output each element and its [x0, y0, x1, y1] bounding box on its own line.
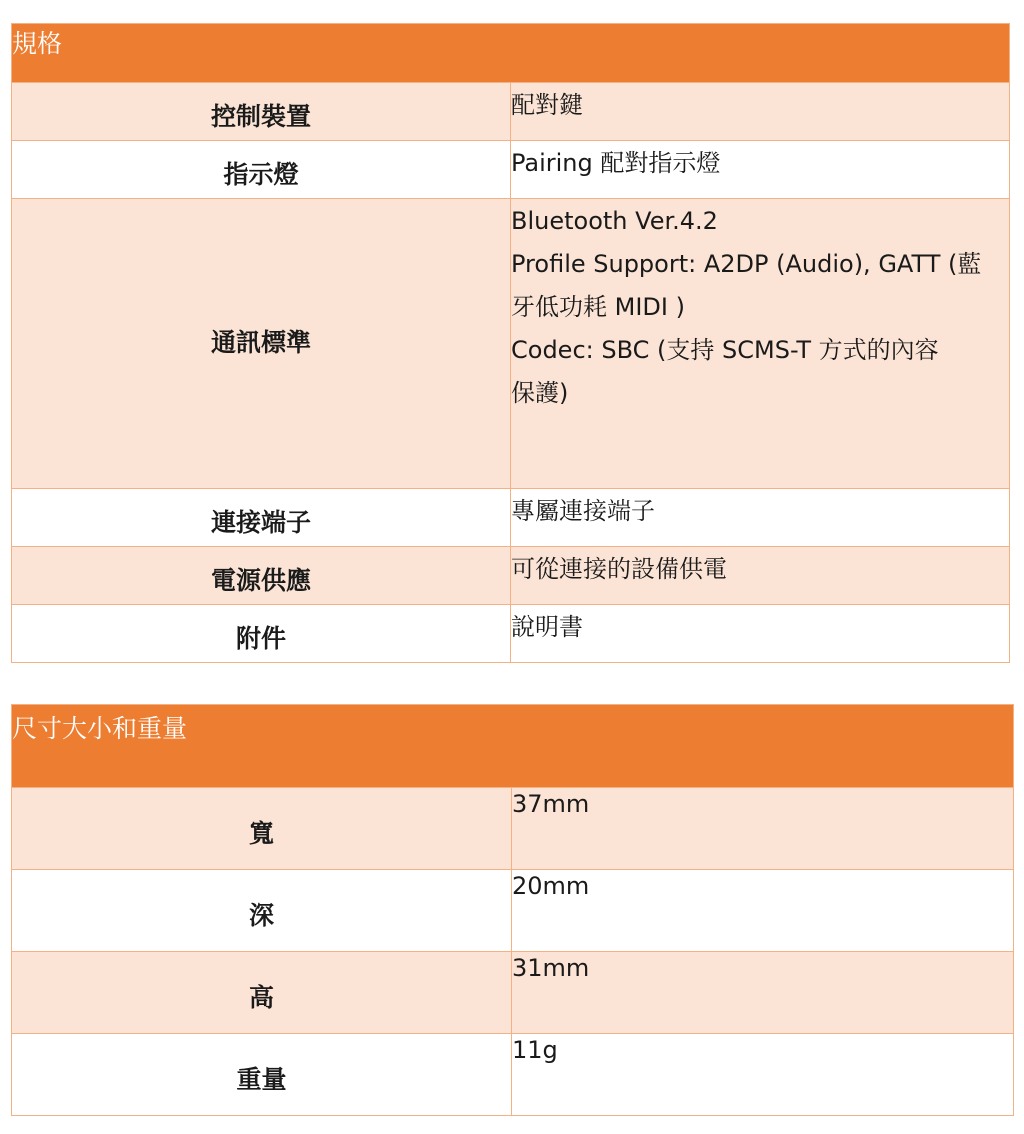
table-row — [12, 83, 1010, 141]
row-value: 配對鍵 — [511, 91, 583, 119]
row-label-cell — [12, 141, 511, 199]
table-row — [12, 952, 1014, 1034]
row-value: 專屬連接端子 — [511, 497, 655, 525]
row-label-cell — [12, 952, 512, 1034]
row-label-cell — [12, 83, 511, 141]
row-label: 連接端子 — [210, 508, 311, 537]
table-row — [12, 199, 1010, 489]
table-row — [12, 788, 1014, 870]
table-row — [12, 489, 1010, 547]
row-value-cell — [511, 605, 1010, 663]
row-value: Pairing 配對指示燈 — [511, 149, 721, 177]
row-label: 通訊標準 — [210, 327, 311, 357]
row-value-cell — [511, 199, 1010, 489]
row-value-line: Bluetooth Ver.4.2 — [511, 207, 718, 235]
specifications-table — [11, 23, 1010, 663]
row-value-line: Profile Support: A2DP (Audio), GATT (藍 — [511, 250, 982, 278]
row-label-cell — [12, 199, 511, 489]
row-label-cell — [12, 489, 511, 547]
row-value-cell — [511, 547, 1010, 605]
row-value: 可從連接的設備供電 — [511, 555, 727, 583]
row-value-cell — [511, 83, 1010, 141]
row-value: 37mm — [512, 788, 1014, 870]
row-label-cell — [12, 1034, 512, 1116]
row-value: 說明書 — [511, 613, 583, 641]
specifications-title: 規格 — [12, 24, 1010, 83]
row-label: 高 — [248, 982, 274, 1012]
row-label: 重量 — [236, 1064, 287, 1094]
table-row — [12, 870, 1014, 952]
table-header-row — [12, 705, 1014, 788]
row-label: 控制裝置 — [210, 102, 311, 131]
row-label: 附件 — [235, 624, 286, 653]
dimensions-table — [11, 704, 1014, 1116]
table-row — [12, 547, 1010, 605]
row-label: 指示燈 — [223, 160, 299, 189]
row-value: 31mm — [512, 952, 1014, 1034]
row-label: 寬 — [248, 818, 274, 848]
row-label: 電源供應 — [210, 566, 311, 595]
table-row — [12, 1034, 1014, 1116]
row-value-line: Codec: SBC (支持 SCMS-T 方式的內容 — [511, 336, 939, 364]
row-label-cell — [12, 788, 512, 870]
row-value-cell — [511, 489, 1010, 547]
row-value: 11g — [512, 1034, 1014, 1116]
dimensions-title: 尺寸大小和重量 — [12, 705, 1014, 788]
row-value-line: 保護) — [511, 379, 569, 407]
row-label-cell — [12, 870, 512, 952]
row-value: 20mm — [512, 870, 1014, 952]
row-label: 深 — [248, 900, 274, 930]
row-value-cell — [511, 141, 1010, 199]
table-header-row — [12, 24, 1010, 83]
table-row — [12, 141, 1010, 199]
row-label-cell — [12, 605, 511, 663]
row-label-cell — [12, 547, 511, 605]
table-row — [12, 605, 1010, 663]
row-value-line: 牙低功耗 MIDI ) — [511, 293, 685, 321]
